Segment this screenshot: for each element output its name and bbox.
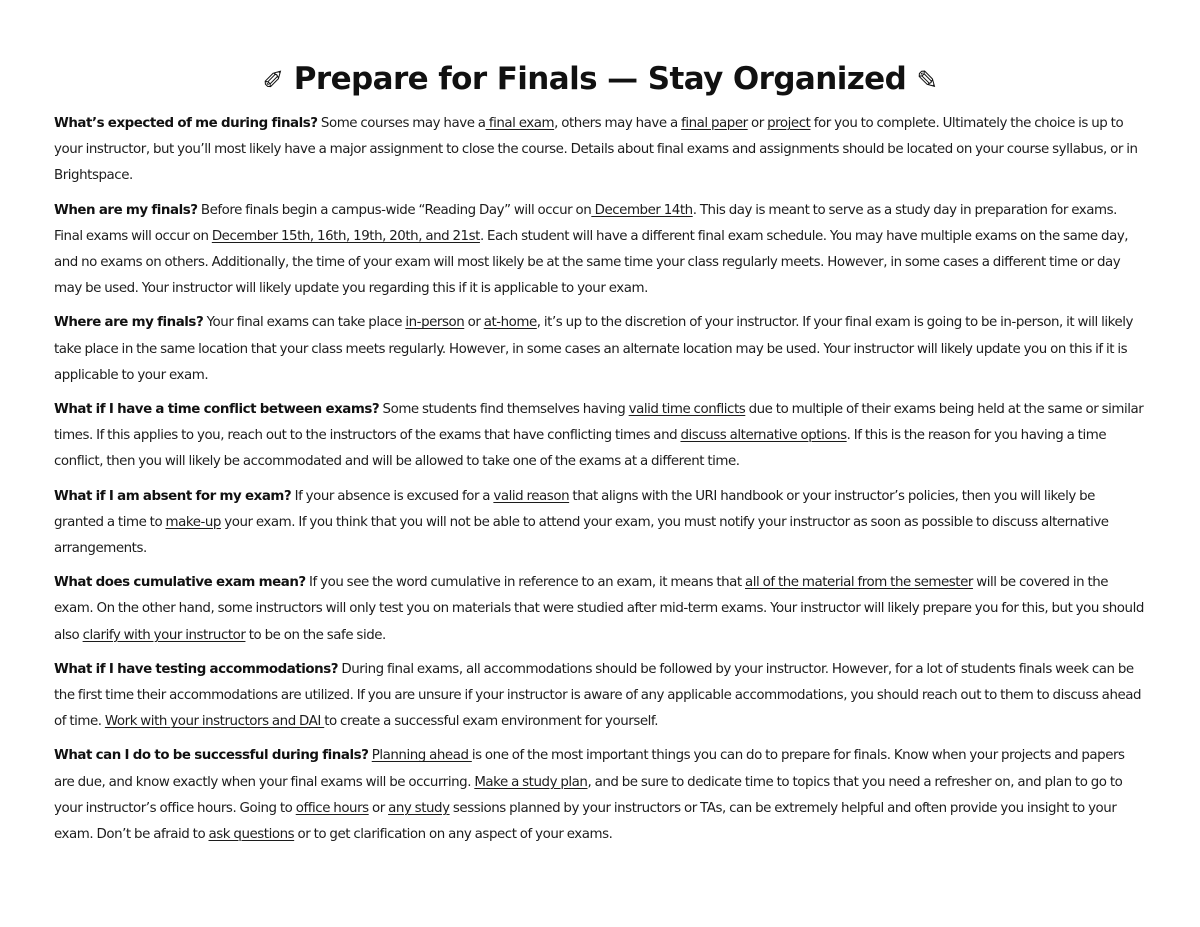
- faq-text: your exam. If you think that you will not be able to attend your exam, you must notify your instructor as soon as possible to discuss alternative arrangements.: [54, 514, 1109, 557]
- faq-text: for you to complete. Ultimately the choice is up to your instructor, but you’ll most likely have a major assignment to close the course. Details about final exams and assignments should be located on your course syllabus, or in Brightspace.: [54, 116, 1138, 184]
- faq-text: or: [747, 116, 768, 131]
- faq-sections: [54, 111, 1146, 848]
- faq-link[interactable]: make-up: [165, 514, 221, 530]
- faq-link[interactable]: discuss alternative options: [680, 428, 847, 444]
- faq-link[interactable]: all of the material from the semester: [745, 575, 973, 591]
- document-page: [54, 58, 1146, 856]
- faq-text: or to get clarification on any aspect of your exams.: [294, 827, 613, 843]
- faq-text: , and be sure to dedicate time to topics that you need a refresher on, and plan to go to your instructor’s office hours. Going to: [54, 774, 1123, 816]
- faq-link[interactable]: December 14th: [591, 202, 693, 218]
- faq-link[interactable]: final paper: [681, 116, 748, 131]
- faq-text: to be on the safe side.: [245, 627, 386, 643]
- faq-link[interactable]: office hours: [295, 800, 369, 816]
- faq-text: or: [368, 800, 389, 816]
- faq-paragraph-conflict: [54, 397, 1146, 476]
- faq-text: sessions planned by your instructors or TAs, can be extremely helpful and often provide you insight to your exam. Don’t be afraid to: [54, 800, 1117, 843]
- faq-text: , it’s up to the discretion of your instructor. If your final exam is going to be in-person, it will likely take place in the same location that your class meets regularly. However, in some cases an alternate location may be used. Your instructor will likely update you on this if it is applicable to your exam.: [54, 315, 1134, 383]
- pencil-icon-left: ✐: [262, 66, 284, 96]
- faq-link[interactable]: clarify with your instructor: [82, 627, 246, 643]
- faq-paragraph-successful: [54, 743, 1146, 848]
- faq-text: , others may have a: [554, 116, 682, 131]
- faq-question: Where are my finals?: [54, 315, 204, 331]
- faq-link[interactable]: project: [767, 116, 811, 131]
- faq-text: Your final exams can take place: [203, 315, 406, 331]
- faq-text: During final exams, all accommodations should be followed by your instructor. However, for a lot of students finals week can be the first time their accommodations are utilized. If you are unsure if your instructor is aware of any applicable accommodations, you should reach out to them to discuss ahead of time.: [54, 661, 1142, 730]
- faq-link[interactable]: final exam: [485, 116, 555, 131]
- faq-link[interactable]: December 15th, 16th, 19th, 20th, and 21st: [211, 228, 480, 244]
- faq-text: due to multiple of their exams being held at the same or similar times. If this applies to you, reach out to the instructors of the exams that have conflicting times and: [54, 402, 1144, 444]
- faq-question: What does cumulative exam mean?: [54, 575, 306, 591]
- faq-text: . Each student will have a different final exam schedule. You may have multiple exams on the same day, and no exams on others. Additionally, the time of your exam will most likely be at the same time your class regularly meets. However, in some cases a different time or day may be used. Your instructor will likely update you regarding this if it is applicable to your exam.: [54, 228, 1129, 297]
- faq-paragraph-expected: [54, 111, 1146, 190]
- faq-text: or: [464, 315, 484, 331]
- faq-question: What if I have testing accommodations?: [54, 661, 339, 677]
- faq-text: to create a successful exam environment for yourself.: [324, 714, 659, 730]
- faq-paragraph-when: [54, 198, 1146, 303]
- faq-question: What can I do to be successful during finals?: [54, 748, 369, 764]
- faq-text: If you see the word cumulative in reference to an exam, it means that: [305, 575, 746, 591]
- faq-text: Some courses may have a: [317, 116, 486, 131]
- faq-link[interactable]: Make a study plan: [474, 774, 588, 790]
- faq-text: Some students find themselves having: [379, 402, 629, 418]
- faq-link[interactable]: in-person: [405, 315, 465, 331]
- faq-link[interactable]: Work with your instructors and DAI: [104, 714, 325, 730]
- faq-link[interactable]: valid reason: [493, 488, 570, 504]
- faq-text: If your absence is excused for a: [291, 488, 494, 504]
- faq-text: will be covered in the exam. On the other hand, some instructors will only test you on materials that were studied after mid-term exams. Your instructor will likely prepare you for this, but you should also: [54, 575, 1144, 643]
- page-title-text: Prepare for Finals — Stay Organized: [293, 61, 907, 97]
- faq-link[interactable]: any study: [388, 800, 450, 816]
- faq-question: What if I have a time conflict between exams?: [54, 402, 380, 418]
- page-title: [54, 58, 1146, 102]
- faq-link[interactable]: at-home: [483, 315, 537, 331]
- pencil-icon-right: ✎: [916, 66, 938, 96]
- faq-link[interactable]: Planning ahead: [371, 748, 472, 764]
- faq-text: . This day is meant to serve as a study day in preparation for exams. Final exams will occur on: [54, 202, 1117, 244]
- faq-text: Before finals begin a campus-wide “Reading Day” will occur on: [197, 202, 592, 218]
- faq-text: that aligns with the URI handbook or your instructor’s policies, then you will likely be granted a time to: [54, 488, 1095, 530]
- faq-text: is one of the most important things you can do to prepare for finals. Know when your projects and papers are due, and know exactly when your final exams will be occurring.: [54, 748, 1125, 790]
- faq-question: What’s expected of me during finals?: [54, 116, 318, 131]
- faq-link[interactable]: valid time conflicts: [628, 402, 746, 418]
- faq-question: When are my finals?: [54, 202, 198, 218]
- faq-text: . If this is the reason for you having a time conflict, then you will likely be accommodated and will be allowed to take one of the exams at a different time.: [54, 428, 1107, 470]
- faq-paragraph-cumulative: [54, 570, 1146, 649]
- faq-paragraph-accommodations: [54, 657, 1146, 736]
- faq-paragraph-absent: [54, 484, 1146, 563]
- faq-question: What if I am absent for my exam?: [54, 488, 292, 504]
- faq-paragraph-where: [54, 310, 1146, 389]
- faq-link[interactable]: ask questions: [208, 827, 295, 843]
